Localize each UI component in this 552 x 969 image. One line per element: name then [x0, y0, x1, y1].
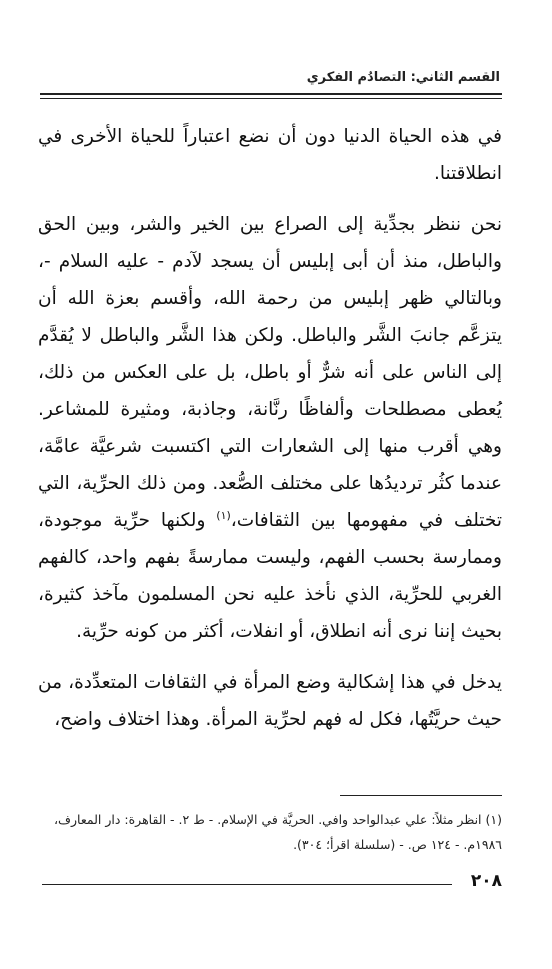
paragraph-2-text: نحن ننظر بجدِّية إلى الصراع بين الخير والشر، وبين الحق والباطل، منذ أن أبى إبليس أن يسجد لآدم - عليه السلام -، وبالتالي ظهر إبليس من رحمة الله، وأقسم بعزة الله أن يتزعَّم جانبَ الشَّر والباطل. ولكن هذا الشَّر والباطل لا يُقدَّم إلى الناس على أنه شرٌّ أو باطل، بل على العكس من ذلك، يُعطى مصطلحات وألفاظًا رنَّانة، وجاذبة، ومثيرة للمشاعر. وهي أقرب منها إلى الشعارات التي اكتسبت شرعيَّة عامَّة، عندما كثُر ترديدُها على مختلف الصُّعد. ومن ذلك الحرِّية، التي تختلف في مفهومها بين الثقافات، [38, 214, 502, 531]
running-header: القسم الثاني: التصادُم الفكري [306, 70, 500, 85]
footnote-reference[interactable]: (١) [216, 508, 231, 522]
footnote-separator [340, 795, 502, 796]
header-rule-thick [40, 93, 502, 95]
page-number: ٢٠٨ [470, 871, 502, 891]
header-rule-thin [40, 98, 502, 99]
paragraph-1: في هذه الحياة الدنيا دون أن نضع اعتباراً للحياة الأخرى في انطلاقتنا. [38, 126, 502, 184]
paragraph-2 [38, 206, 502, 650]
paragraph-2-continuation: ولكنها حرِّية موجودة، وممارسة بحسب الفهم، وليست ممارسةً بفهم واحد، كالفهم الغربي للحرِّية، الذي نأخذ عليه نحن المسلمون مآخذ كثيرة، بحيث إننا نرى أنه انطلاق، أو انفلات، أكثر من كونه حرِّية. [38, 510, 502, 642]
body-text [38, 118, 502, 738]
footer-rule [42, 884, 452, 885]
paragraph-3: يدخل في هذا إشكالية وضع المرأة في الثقافات المتعدِّدة، من حيث حريَّتُها، فكل له فهم لحرِّية المرأة. وهذا اختلاف واضح، [38, 672, 502, 730]
footnote: (١) انظر مثلاً: علي عبدالواحد وافي. الحريَّة في الإسلام. - ط ٢. - القاهرة: دار المعارف، ١٩٨٦م. - ١٢٤ ص. - (سلسلة اقرأ؛ ٣٠٤). [54, 812, 502, 852]
